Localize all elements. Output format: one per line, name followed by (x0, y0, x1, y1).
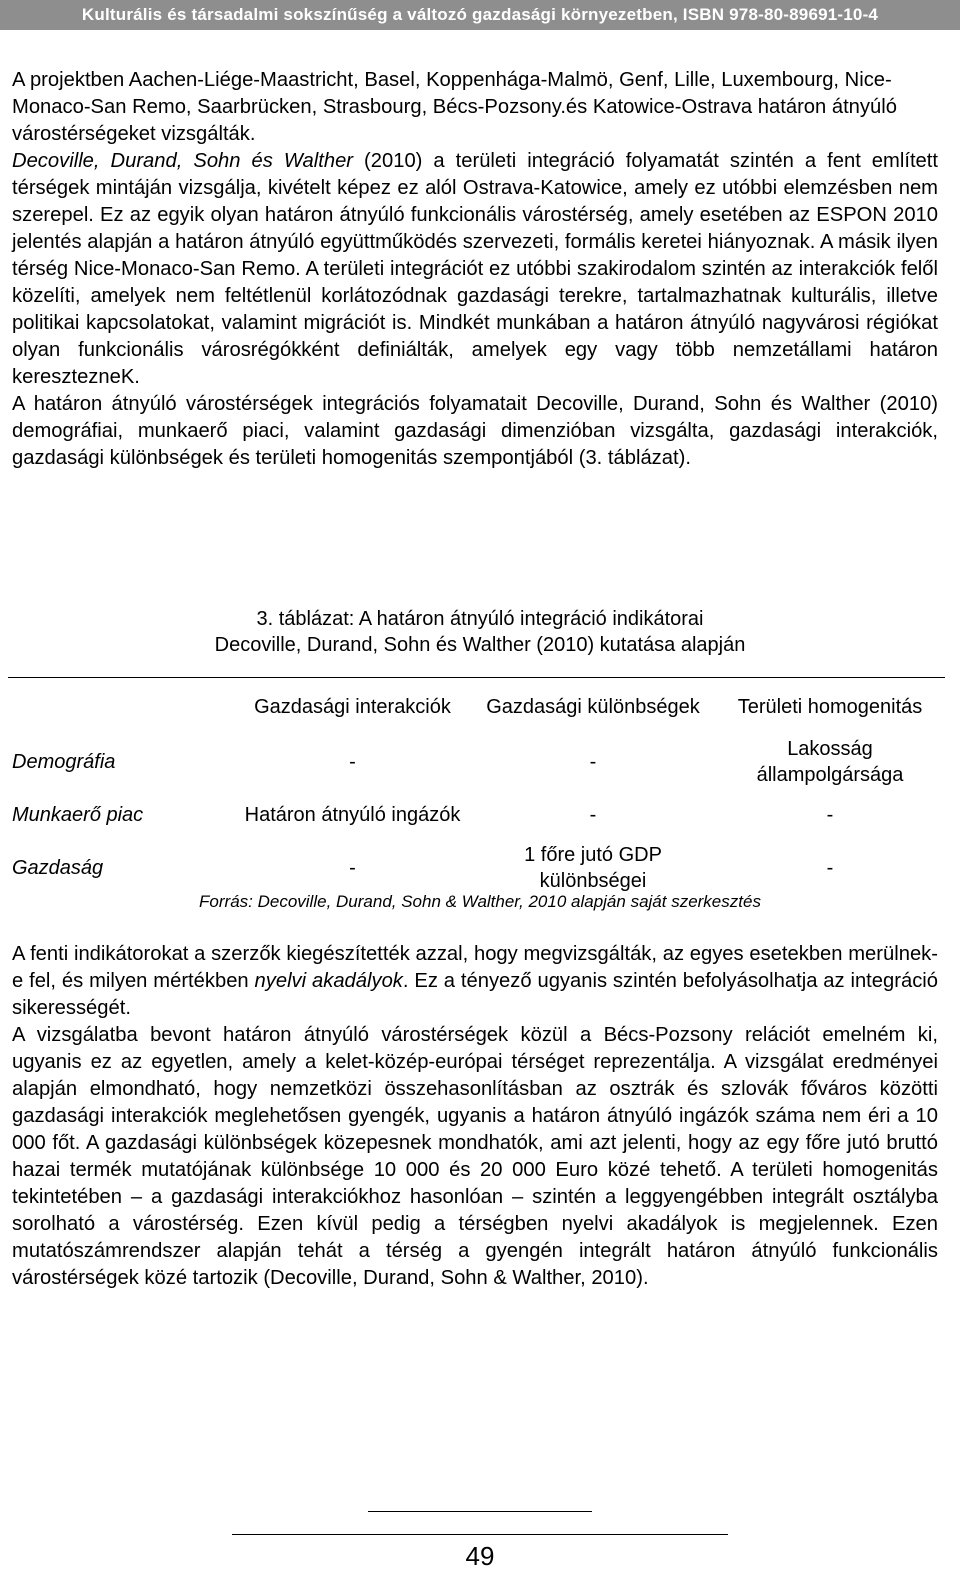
indicator-table (8, 677, 945, 894)
author-names: Decoville, Durand, Sohn és Walther (12, 150, 354, 172)
footer-rule-long (232, 1534, 728, 1535)
table-cell: - (826, 804, 834, 826)
paragraph-vienna-bratislava: A vizsgálatba bevont határon átnyúló várostérségek közül a Bécs-Pozsony relációt emelném ki, ugyanis ez az egyetlen, amely a kelet-közép-európai térséget reprezentálja. A vizsgálat eredményei alapján elmondható, hogy nemzetközi összehasonlításban az osztrák és szlovák főváros közötti gazdasági interakciók meglehetősen gyengék, ugyanis a határon átnyúló ingázók száma nem éri a 10 000 főt. A gazdasági különbségek közepesnek mondhatók, ami azt jelenti, hogy az egy főre jutó bruttó hazai termék mutatójának különbsége 10 000 és 20 000 Euro közé tehető. A területi homogenitás tekintetében – a gazdasági interakciókhoz hasonlóan – szintén a leggyengébben integrált osztályba sorolható a várostérség. Ezen kívül pedig a térségben nyelvi akadályok is megjelennek. Ezen mutatószámrendszer alapján tehát a térség a gyengén integrált határon átnyúló funkcionális várostérségek közé tartozik (Decoville, Durand, Sohn & Walther, 2010). (12, 1024, 938, 1289)
col-header-interactions: Gazdasági interakciók (234, 678, 471, 736)
table-row (8, 842, 945, 894)
paragraph-project-regions: A projektben Aachen-Liége-Maastricht, Basel, Koppenhága-Malmö, Genf, Lille, Luxembourg, Nice-Monaco-San Remo, Saarbrücken, Strasbourg, Bécs-Pozsony.és Katowice-Ostrava határon átnyúló várostérségeket vizsgálták. (12, 69, 897, 145)
table-caption-line-1: 3. táblázat: A határon átnyúló integráció indikátorai (256, 608, 704, 630)
table-cell: - (826, 856, 834, 879)
body-text-bottom (12, 941, 938, 1292)
row-label-economy: Gazdaság (12, 856, 104, 879)
table-corner-cell (8, 678, 234, 736)
running-header: Kulturális és társadalmi sokszínűség a változó gazdasági környezetben, ISBN 978-80-89691-10-4 (0, 0, 960, 30)
table-caption-line-2: Decoville, Durand, Sohn és Walther (2010) kutatása alapján (214, 634, 746, 656)
table-cell: Határon átnyúló ingázók (244, 804, 461, 826)
paragraph-language-text-2: . Ez a tényező ugyanis szintén befolyásolhatja az integráció sikerességét. (12, 970, 938, 1019)
language-barriers-term: nyelvi akadályok (254, 970, 403, 992)
table-cell: - (589, 804, 597, 826)
col-header-differences: Gazdasági különbségek (471, 678, 715, 736)
paragraph-integration-dimensions: A határon átnyúló várostérségek integrációs folyamatait Decoville, Durand, Sohn és Walther (2010) demográfiai, munkaerő piaci, valamint gazdasági dimenzióban vizsgálta, gazdasági interakciók, gazdasági különbségek és területi homogenitás szempontjából (3. táblázat). (12, 393, 938, 469)
row-label-demography: Demográfia (12, 751, 116, 773)
table-cell: - (589, 751, 597, 773)
paragraph-decoville-study (12, 148, 938, 391)
paragraph-decoville-text: (2010) a területi integráció folyamatát szintén a fent említett térségek mintáján vizsgálja, kivételt képez ez alól Ostrava-Katowice, amely ez utóbbi elemzésben nem szerepel. Ez az egyik olyan határon átnyúló funkcionális várostérség, amely esetében az ESPON 2010 jelentés alapján a határon átnyúló együttműködés szervezeti, formális keretei hiányoznak. A másik ilyen térség Nice-Monaco-San Remo. A területi integrációt ez utóbbi szakirodalom szintén az interakciók felől közelíti, amelyek nem feltétlenül korlátozódnak gazdasági terekre, tartalmazhatnak kulturális, illetve politikai kapcsolatokat, valamint migrációt is. Mindkét munkában a határon átnyúló nagyvárosi régiókat olyan funkcionális városrégókként definiálták, amelyek egy vagy több nemzetállami határon keresztezneK. (12, 150, 939, 388)
table-cell: 1 főre jutó GDP különbségei (524, 843, 662, 892)
paragraph-language-text-1: A fenti indikátorokat a szerzők kiegészítették azzal, hogy megvizsgálták, az egyes esetekben merülnek-e fel, és milyen mértékben (12, 943, 938, 992)
body-text-top (12, 67, 938, 472)
table-row (8, 736, 945, 789)
table-cell: Lakosság állampolgársága (756, 738, 904, 786)
table-cell: - (349, 751, 356, 773)
col-header-homogeneity: Területi homogenitás (715, 678, 945, 736)
page-number: 49 (465, 1541, 495, 1571)
table-source: Forrás: Decoville, Durand, Sohn & Walther, 2010 alapján saját szerkesztés (199, 892, 761, 911)
table-row (8, 789, 945, 842)
paragraph-language-barriers (12, 941, 938, 1022)
table-cell: - (349, 856, 356, 879)
table-header-row (8, 678, 945, 736)
footer-rule-short (368, 1511, 592, 1512)
row-label-labour-market: Munkaerő piac (12, 804, 144, 826)
